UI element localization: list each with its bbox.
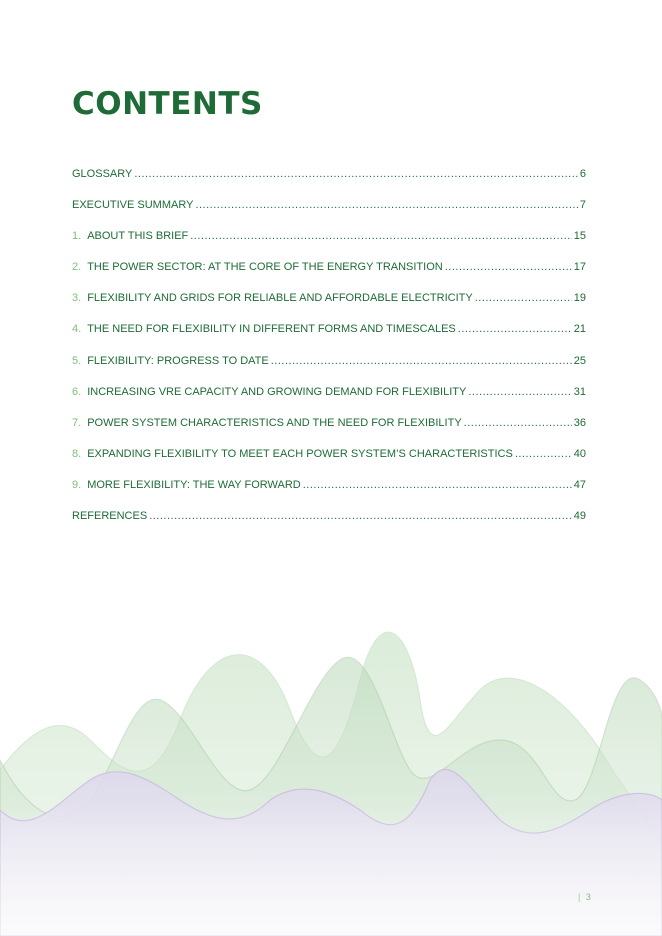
toc-entry-label: THE NEED FOR FLEXIBILITY IN DIFFERENT FORMS AND TIMESCALES bbox=[87, 323, 456, 336]
toc-entry-page: 6 bbox=[579, 168, 586, 180]
toc-entry-label: POWER SYSTEM CHARACTERISTICS AND THE NEED FOR FLEXIBILITY bbox=[87, 416, 462, 429]
toc-leader-dots bbox=[464, 417, 572, 429]
wave-fade-overlay bbox=[0, 800, 662, 936]
toc-entry-page: 40 bbox=[573, 447, 586, 460]
toc-entry-label: REFERENCES bbox=[72, 510, 148, 523]
toc-entry-page: 21 bbox=[573, 323, 586, 336]
toc-entry-page: 49 bbox=[573, 510, 586, 523]
toc-entry-chapter-9[interactable] bbox=[72, 479, 586, 510]
toc-leader-dots bbox=[445, 261, 572, 273]
toc-leader-dots bbox=[303, 479, 572, 491]
toc-entry-number: 1. bbox=[72, 230, 82, 243]
toc-leader-dots bbox=[190, 230, 572, 242]
toc-entry-page: 47 bbox=[573, 478, 586, 491]
toc-leader-dots bbox=[271, 355, 572, 367]
page-number bbox=[578, 892, 591, 902]
toc-entry-number: 6. bbox=[72, 385, 82, 398]
toc-entry-page: 36 bbox=[573, 416, 586, 429]
toc-entry-chapter-2[interactable] bbox=[72, 261, 586, 292]
toc-entry-chapter-6[interactable] bbox=[72, 386, 586, 417]
toc-entry-label: THE POWER SECTOR: AT THE CORE OF THE ENERGY TRANSITION bbox=[87, 261, 443, 274]
toc-entry-chapter-4[interactable] bbox=[72, 323, 586, 354]
toc-entry-number: 5. bbox=[72, 354, 82, 367]
toc-entry-executive-summary[interactable] bbox=[72, 199, 586, 230]
toc-entry-number: 3. bbox=[72, 292, 82, 305]
toc-entry-chapter-1[interactable] bbox=[72, 230, 586, 261]
toc-entry-label: FLEXIBILITY: PROGRESS TO DATE bbox=[87, 354, 269, 367]
toc-leader-dots bbox=[515, 448, 572, 460]
toc-entry-label: MORE FLEXIBILITY: THE WAY FORWARD bbox=[87, 478, 301, 491]
page-number-value: 3 bbox=[585, 892, 591, 902]
toc-entry-label: EXECUTIVE SUMMARY bbox=[72, 199, 194, 212]
page-number-separator: | bbox=[578, 892, 581, 902]
toc-entry-page: 7 bbox=[579, 199, 586, 212]
toc-entry-number: 4. bbox=[72, 323, 82, 336]
toc-entry-label: ABOUT THIS BRIEF bbox=[87, 230, 189, 243]
toc-entry-number: 8. bbox=[72, 447, 82, 460]
toc-entry-glossary[interactable] bbox=[72, 168, 586, 199]
toc-entry-page: 25 bbox=[573, 354, 586, 367]
page-title: CONTENTS bbox=[72, 86, 263, 122]
toc-entry-label: EXPANDING FLEXIBILITY TO MEET EACH POWER SYSTEM’S CHARACTERISTICS bbox=[87, 447, 513, 460]
toc-entry-label: INCREASING VRE CAPACITY AND GROWING DEMAND FOR FLEXIBILITY bbox=[87, 385, 467, 398]
toc-entry-page: 15 bbox=[573, 230, 586, 243]
toc-entry-chapter-7[interactable] bbox=[72, 417, 586, 448]
toc-entry-page: 19 bbox=[573, 292, 586, 305]
toc-entry-label: GLOSSARY bbox=[72, 168, 133, 180]
toc-leader-dots bbox=[475, 292, 572, 304]
toc-entry-chapter-8[interactable] bbox=[72, 448, 586, 479]
toc-entry-chapter-3[interactable] bbox=[72, 292, 586, 323]
toc-leader-dots bbox=[468, 386, 571, 398]
toc-leader-dots bbox=[134, 168, 578, 180]
toc-entry-references[interactable] bbox=[72, 510, 586, 541]
toc-leader-dots bbox=[149, 510, 572, 522]
decorative-wave-illustration bbox=[0, 600, 662, 936]
toc-leader-dots bbox=[195, 199, 577, 211]
toc-entry-label: FLEXIBILITY AND GRIDS FOR RELIABLE AND AFFORDABLE ELECTRICITY bbox=[87, 292, 473, 305]
toc-entry-chapter-5[interactable] bbox=[72, 355, 586, 386]
toc-entry-number: 2. bbox=[72, 261, 82, 274]
toc-leader-dots bbox=[458, 323, 572, 335]
toc-entry-number: 7. bbox=[72, 416, 82, 429]
toc-entry-page: 31 bbox=[573, 385, 586, 398]
toc-entry-number: 9. bbox=[72, 478, 82, 491]
toc-entry-page: 17 bbox=[573, 261, 586, 274]
table-of-contents bbox=[72, 168, 586, 541]
